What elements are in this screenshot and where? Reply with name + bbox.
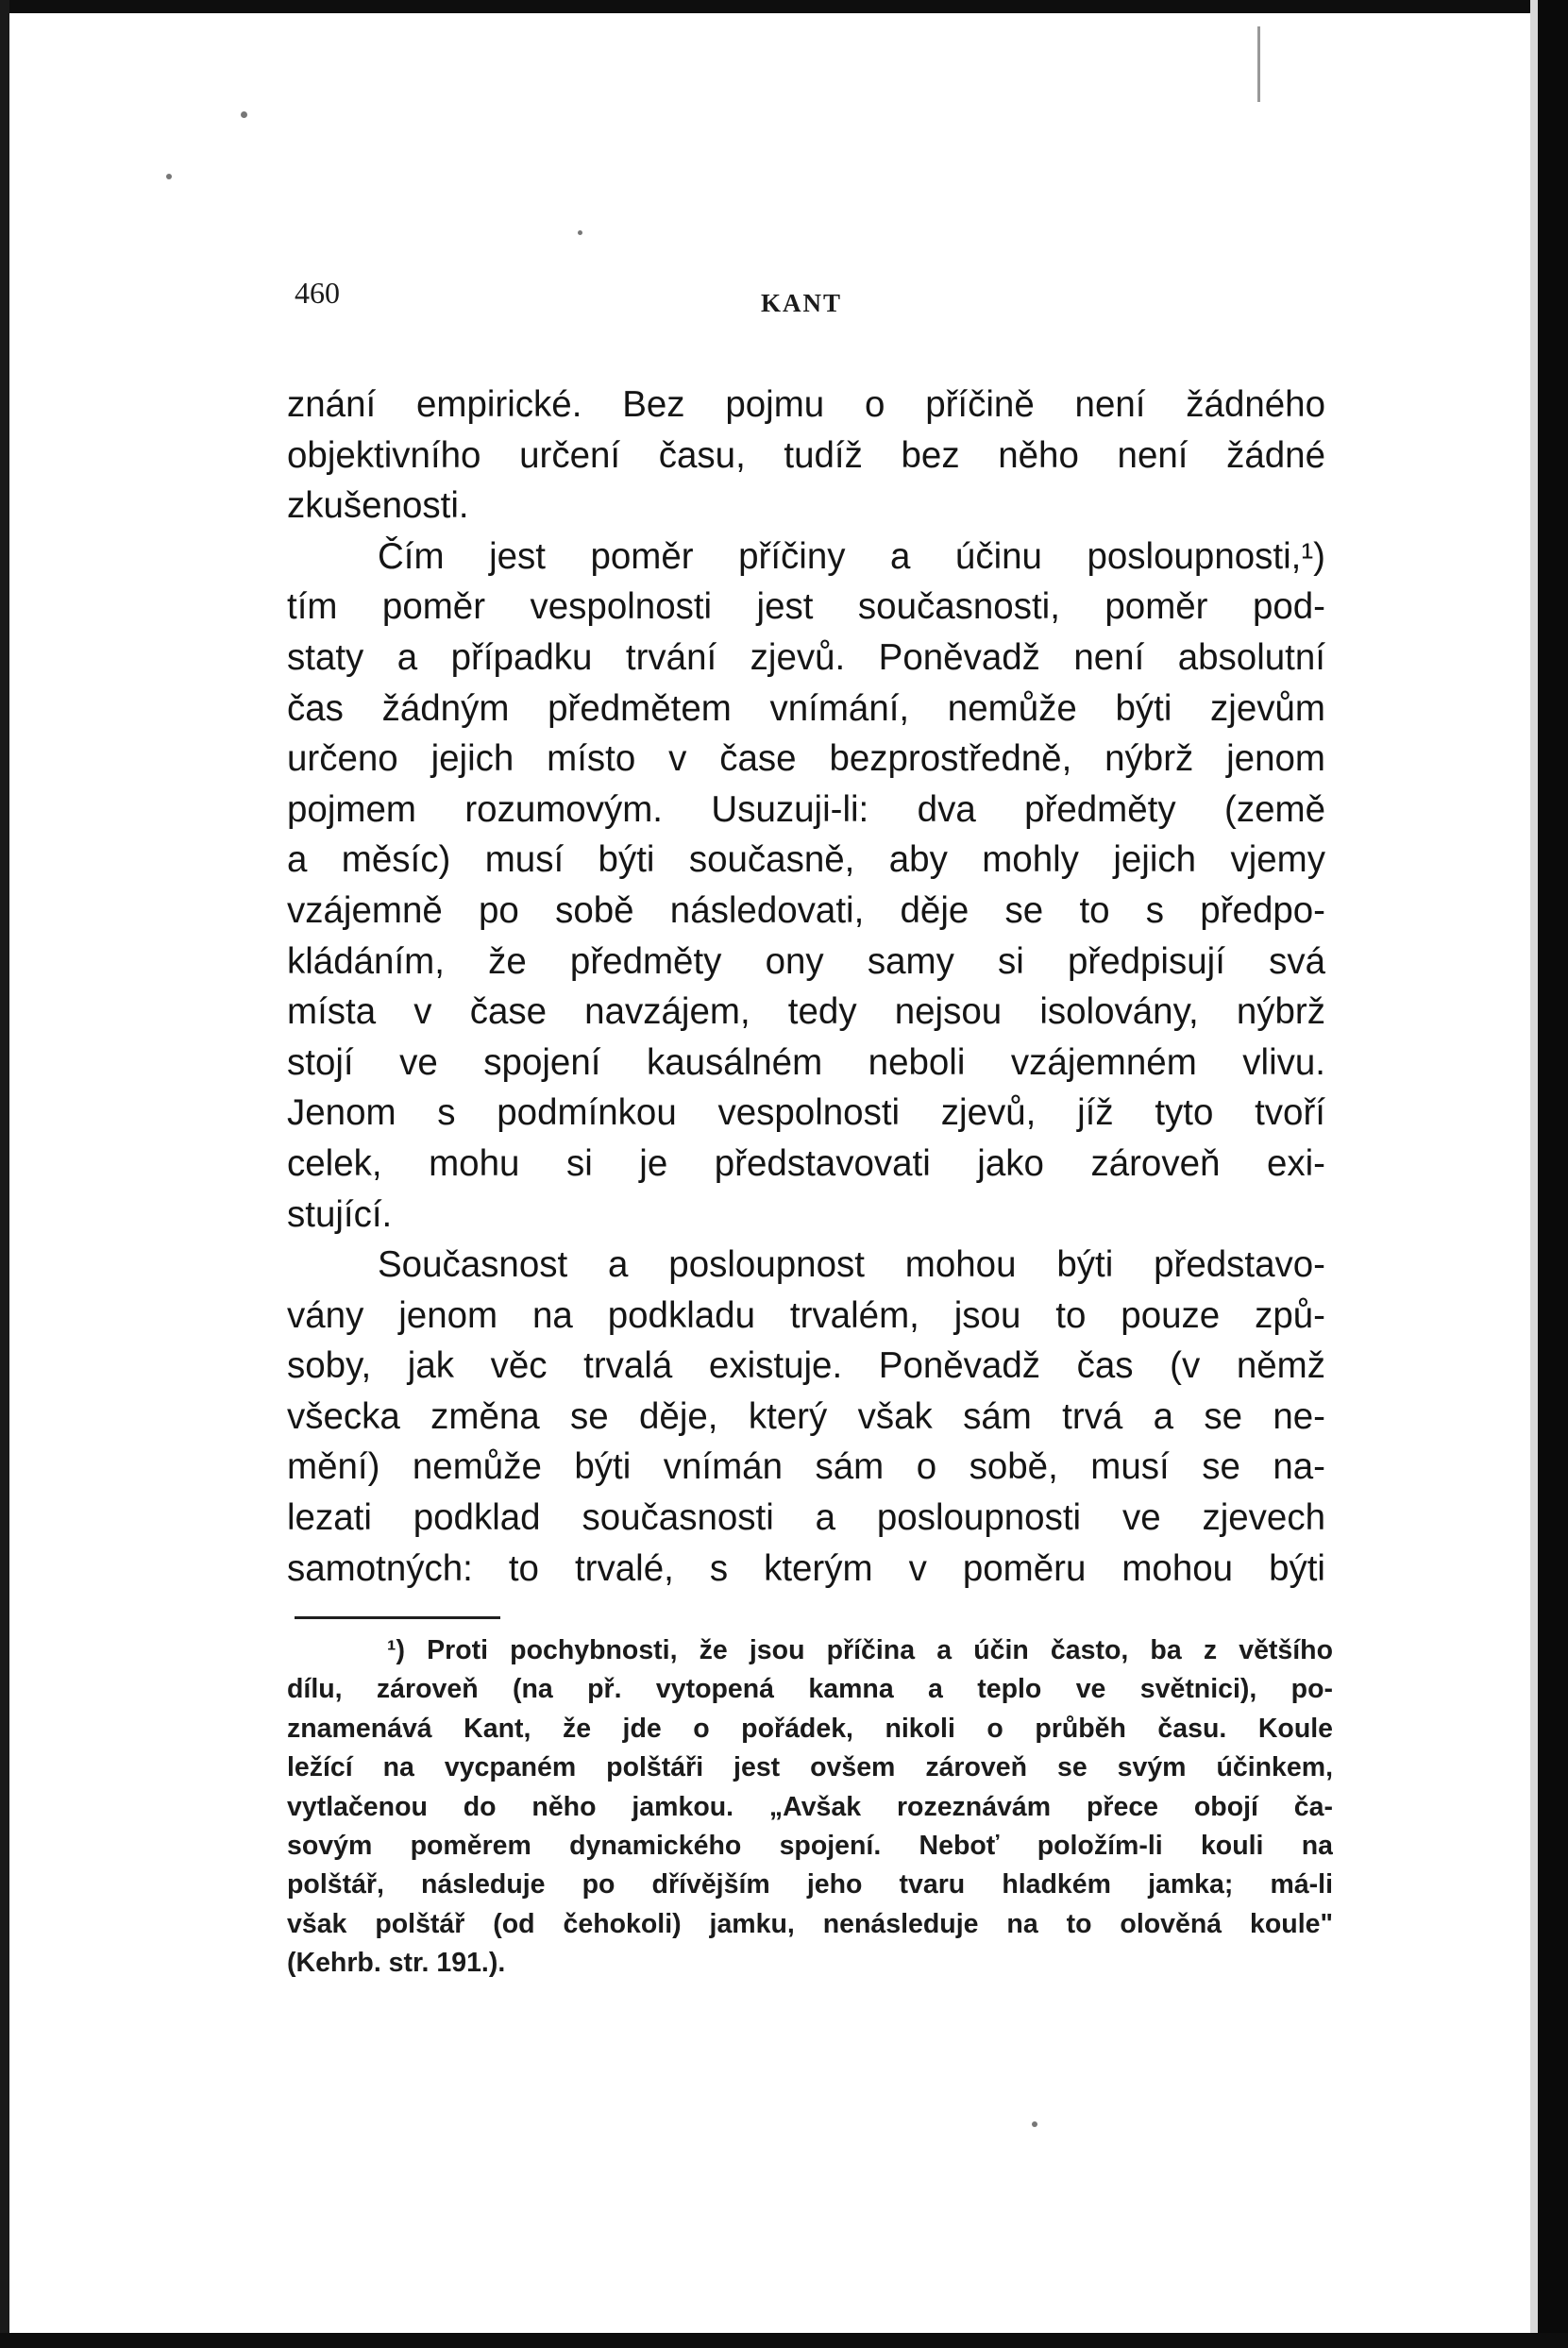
text-line: všecka změna se děje, který však sám trvá a se ne-: [287, 1395, 1325, 1437]
text-line: zkušenosti.: [287, 485, 469, 527]
scan-border-right-inner: [1530, 0, 1538, 2348]
scan-speck: [1032, 2121, 1037, 2127]
text-line: tím poměr vespolnosti jest současnosti, poměr pod-: [287, 586, 1325, 628]
scan-speck: [578, 230, 582, 235]
text-line: soby, jak věc trvalá existuje. Poněvadž čas (v němž: [287, 1345, 1325, 1387]
scan-border-bottom: [0, 2333, 1568, 2348]
text-line: určeno jejich místo v čase bezprostředně, nýbrž jenom: [287, 738, 1325, 780]
footnote-block: [287, 1631, 1333, 1984]
scan-speck: [241, 111, 247, 118]
footnote-line: však polštář (od čehokoli) jamku, nenásleduje na to olověná koule": [287, 1908, 1333, 1939]
running-head: KANT: [761, 289, 843, 317]
footnote-line: sovým poměrem dynamického spojení. Neboť položím-li kouli na: [287, 1830, 1333, 1861]
text-line: a měsíc) musí býti současně, aby mohly jejich vjemy: [287, 839, 1325, 881]
text-line: znání empirické. Bez pojmu o příčině není žádného: [287, 384, 1325, 425]
text-line: stojí ve spojení kausálném neboli vzájemném vlivu.: [287, 1041, 1325, 1083]
footnote-line: (Kehrb. str. 191.).: [287, 1948, 506, 1979]
page-number: 460: [295, 276, 340, 310]
text-line: mění) nemůže býti vnímán sám o sobě, musí se na-: [287, 1446, 1325, 1488]
text-line: lezati podklad současnosti a posloupnosti ve zjevech: [287, 1497, 1325, 1539]
footnote-line: ležící na vycpaném polštáři jest ovšem zároveň se svým účinkem,: [287, 1752, 1333, 1783]
text-line: objektivního určení času, tudíž bez něho není žádné: [287, 434, 1325, 476]
text-line: stující.: [287, 1193, 393, 1235]
text-line: čas žádným předmětem vnímání, nemůže býti zjevům: [287, 687, 1325, 729]
footnote-line: dílu, zároveň (na př. vytopená kamna a teplo ve světnici), po-: [287, 1674, 1333, 1705]
footnote-line: polštář, následuje po dřívějším jeho tvaru hladkém jamka; má-li: [287, 1869, 1333, 1900]
scan-border-left: [0, 0, 9, 2348]
text-line: Jenom s podmínkou vespolnosti zjevů, jíž tyto tvoří: [287, 1092, 1325, 1134]
footnote-divider: [295, 1616, 500, 1619]
scan-border-right: [1538, 0, 1568, 2348]
page-header: [295, 276, 1328, 332]
text-line: samotných: to trvalé, s kterým v poměru mohou býti: [287, 1547, 1325, 1589]
text-line: staty a případku trvání zjevů. Poněvadž není absolutní: [287, 636, 1325, 678]
footnote-line: znamenává Kant, že jde o pořádek, nikoli o průběh času. Koule: [287, 1713, 1333, 1744]
scan-border-top: [0, 0, 1568, 13]
scan-speck: [1257, 26, 1260, 102]
text-line: celek, mohu si je představovati jako zároveň exi-: [287, 1142, 1325, 1184]
text-line: Současnost a posloupnost mohou býti představo-: [378, 1244, 1325, 1286]
body-text: [287, 380, 1325, 1594]
footnote-line: ¹) Proti pochybnosti, že jsou příčina a účin často, ba z většího: [387, 1635, 1333, 1665]
text-line: místa v čase navzájem, tedy nejsou isolovány, nýbrž: [287, 991, 1325, 1033]
text-line: kládáním, že předměty ony samy si předpisují svá: [287, 940, 1325, 982]
text-line: pojmem rozumovým. Usuzuji-li: dva předměty (země: [287, 788, 1325, 830]
scan-speck: [166, 174, 172, 179]
text-line: Čím jest poměr příčiny a účinu posloupnosti,¹): [378, 535, 1325, 577]
text-line: vány jenom na podkladu trvalém, jsou to pouze způ-: [287, 1294, 1325, 1336]
footnote-line: vytlačenou do něho jamkou. „Avšak rozeznávám přece obojí ča-: [287, 1791, 1333, 1822]
text-line: vzájemně po sobě následovati, děje se to s předpo-: [287, 889, 1325, 931]
